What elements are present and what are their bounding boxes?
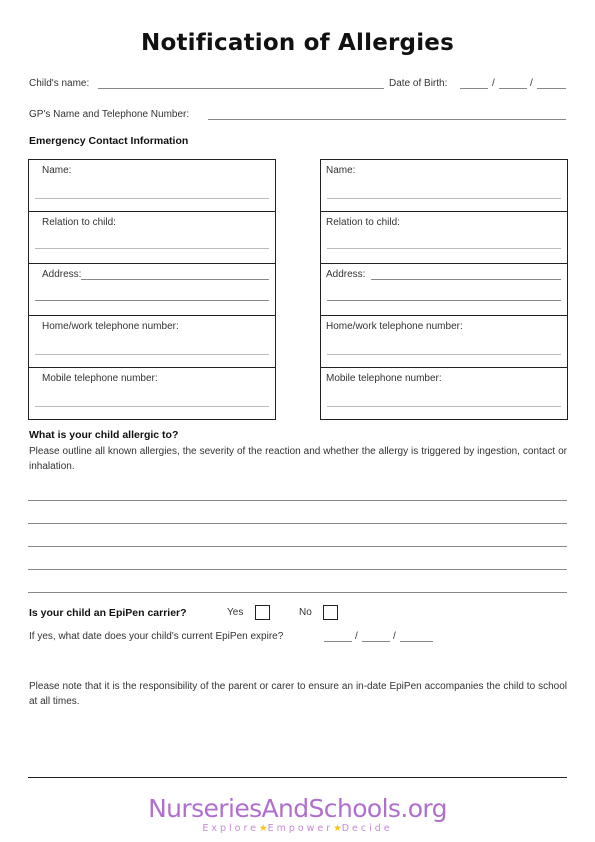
- contact-1-name-label: Name:: [42, 165, 72, 176]
- expiry-separator: /: [393, 631, 396, 642]
- contact-1-mobile-field[interactable]: [35, 406, 269, 407]
- contact-2-name-field[interactable]: [327, 198, 561, 199]
- footer-divider: [28, 777, 567, 778]
- yes-label: Yes: [227, 607, 244, 618]
- allergy-line-4[interactable]: [28, 569, 567, 570]
- gp-label: GP's Name and Telephone Number:: [29, 109, 190, 120]
- contact-1-address-field-2[interactable]: [35, 300, 269, 301]
- contact-1-address-cell: [29, 264, 275, 316]
- contact-2-address-cell: [321, 264, 567, 316]
- responsibility-note: Please note that it is the responsibility of the parent or carer to ensure an in-date EpiPen accompanies the child to school at all times.: [29, 681, 567, 707]
- contact-2-address-label: Address:: [326, 269, 366, 280]
- expiry-question: If yes, what date does your child's current EpiPen expire?: [29, 631, 284, 642]
- contact-2-mobile-label: Mobile telephone number:: [326, 373, 442, 384]
- child-name-label: Child's name:: [29, 78, 90, 89]
- contact-2-name-label: Name:: [326, 165, 356, 176]
- allergy-line-1[interactable]: [28, 500, 567, 501]
- emergency-contact-1: [28, 159, 276, 420]
- contact-2-relation-label: Relation to child:: [326, 217, 400, 228]
- dob-label: Date of Birth:: [389, 78, 448, 89]
- dob-day-field[interactable]: [460, 88, 488, 89]
- contact-1-relation-cell: [29, 212, 275, 264]
- emergency-heading: Emergency Contact Information: [29, 135, 189, 147]
- no-label: No: [299, 607, 312, 618]
- tagline-word-decide: Decide: [341, 823, 393, 834]
- contact-2-address-field-2[interactable]: [327, 300, 561, 301]
- dob-separator: /: [530, 78, 533, 89]
- star-icon: ★: [333, 823, 342, 834]
- contact-1-phone-label: Home/work telephone number:: [42, 321, 179, 332]
- contact-2-mobile-cell: [321, 368, 567, 419]
- contact-1-phone-cell: [29, 316, 275, 368]
- allergy-line-3[interactable]: [28, 546, 567, 547]
- contact-2-name-cell: [321, 160, 567, 212]
- contact-1-address-label: Address:: [42, 269, 82, 280]
- contact-2-phone-cell: [321, 316, 567, 368]
- tagline-word-empower: Empower: [267, 823, 334, 834]
- contact-2-phone-label: Home/work telephone number:: [326, 321, 463, 332]
- expiry-year-field[interactable]: [400, 641, 433, 642]
- dob-year-field[interactable]: [537, 88, 566, 89]
- emergency-contact-2: [320, 159, 568, 420]
- page-title: Notification of Allergies: [141, 30, 454, 56]
- brand-logo: NurseriesAndSchools.org: [148, 794, 447, 823]
- contact-1-address-field[interactable]: [81, 279, 269, 280]
- contact-1-relation-label: Relation to child:: [42, 217, 116, 228]
- contact-1-mobile-cell: [29, 368, 275, 419]
- epipen-question: Is your child an EpiPen carrier?: [29, 607, 187, 619]
- contact-2-phone-field[interactable]: [327, 354, 561, 355]
- star-icon: ★: [259, 823, 268, 834]
- yes-checkbox[interactable]: [255, 605, 270, 620]
- child-name-field[interactable]: [98, 88, 384, 89]
- contact-1-name-cell: [29, 160, 275, 212]
- no-checkbox[interactable]: [323, 605, 338, 620]
- expiry-separator: /: [355, 631, 358, 642]
- contact-1-phone-field[interactable]: [35, 354, 269, 355]
- dob-separator: /: [492, 78, 495, 89]
- brand-tagline: [0, 823, 595, 834]
- dob-month-field[interactable]: [499, 88, 527, 89]
- contact-2-mobile-field[interactable]: [327, 406, 561, 407]
- contact-1-relation-field[interactable]: [35, 248, 269, 249]
- contact-1-mobile-label: Mobile telephone number:: [42, 373, 158, 384]
- tagline-word-explore: Explore: [202, 823, 260, 834]
- expiry-month-field[interactable]: [362, 641, 390, 642]
- contact-2-address-field[interactable]: [371, 279, 561, 280]
- allergy-line-5[interactable]: [28, 592, 567, 593]
- contact-1-name-field[interactable]: [35, 198, 269, 199]
- gp-field[interactable]: [208, 119, 566, 120]
- allergy-heading: What is your child allergic to?: [29, 429, 179, 441]
- expiry-day-field[interactable]: [324, 641, 352, 642]
- contact-2-relation-cell: [321, 212, 567, 264]
- allergy-instructions: Please outline all known allergies, the severity of the reaction and whether the allergy is triggered by ingestion, contact or inhalation.: [29, 446, 567, 472]
- allergy-line-2[interactable]: [28, 523, 567, 524]
- contact-2-relation-field[interactable]: [327, 248, 561, 249]
